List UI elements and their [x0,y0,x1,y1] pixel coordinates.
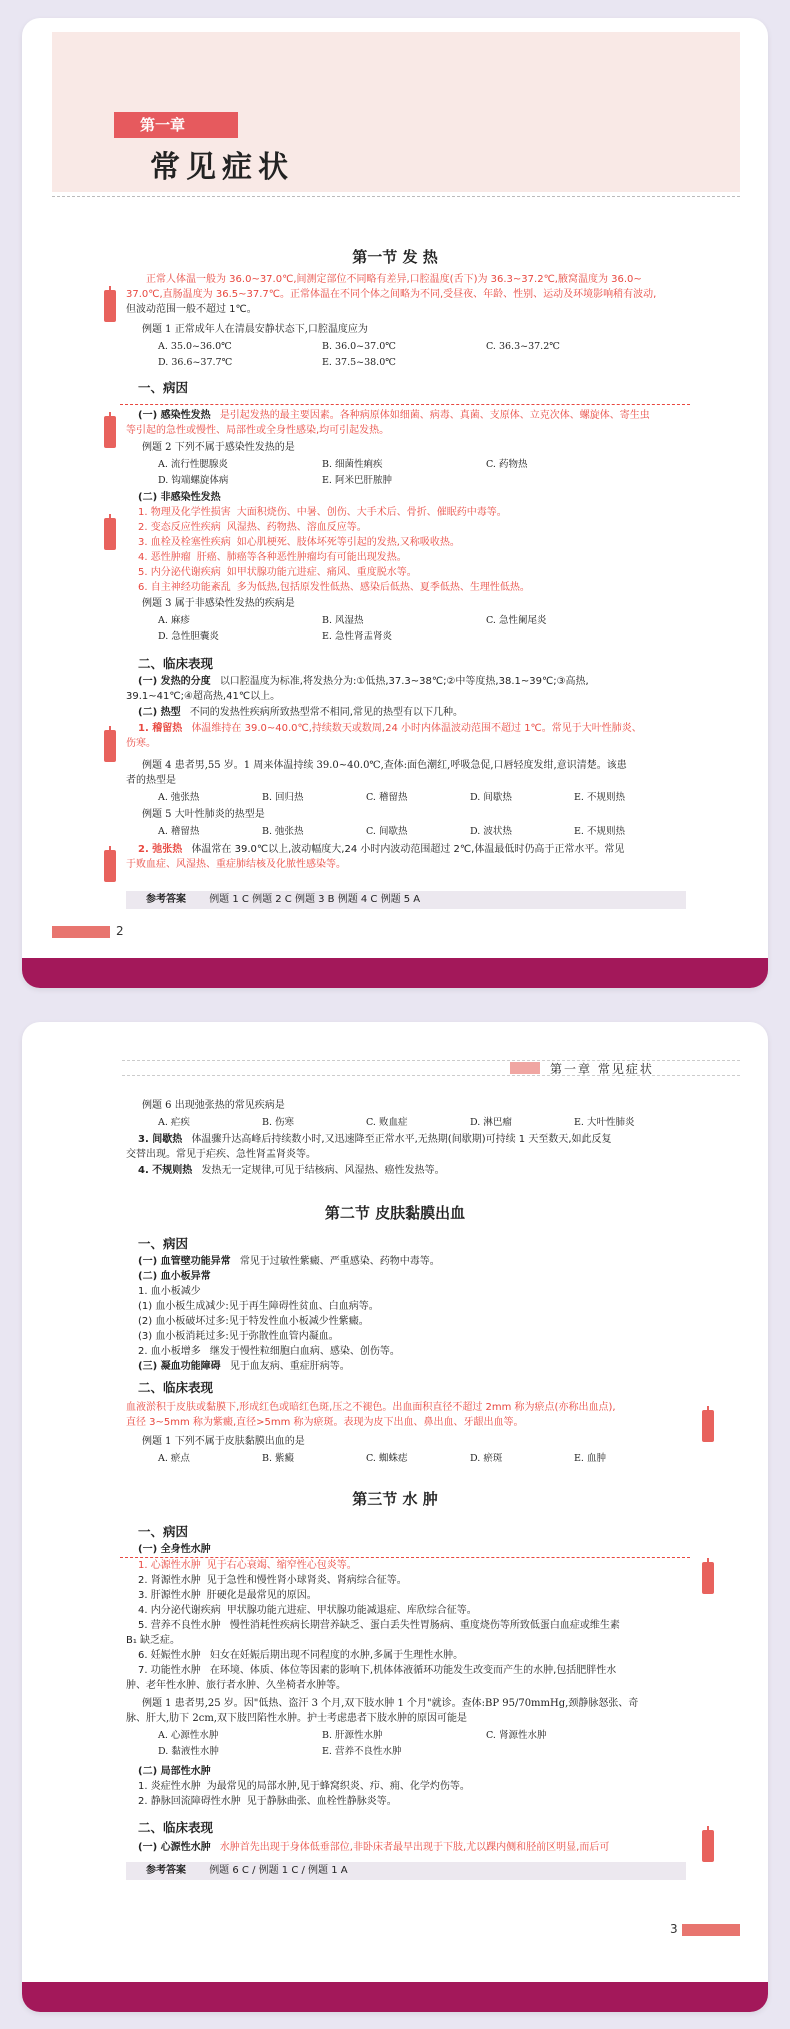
heading: 二、临床表现 [138,656,214,671]
subheading: 2. 血小板增多 [138,1346,201,1357]
option: D. 36.6~37.7℃ [158,357,233,368]
option: B. 肝源性水肿 [322,1730,383,1741]
bookmark-tag-icon [104,416,116,448]
item-label: 内分泌代谢疾病 [150,567,221,578]
subheading: 2. 弛张热 [138,844,183,855]
heading: 一、病因 [138,1524,189,1539]
subheading: (二) 热型 [138,707,181,718]
text-line: 但波动范围一般不超过 1℃。 [126,304,257,315]
bookmark-tag-icon [702,1830,714,1862]
option: A. 稽留热 [158,826,200,837]
option: E. 不规则热 [574,792,625,803]
section-title: 第二节 皮肤黏膜出血 [324,1204,466,1222]
list-item [138,1588,317,1603]
list-item [138,1648,463,1663]
text: 体温常在 39.0℃以上,波动幅度大,24 小时内波动范围超过 2℃,体温最低时仍高于正常水平。常见 [191,844,625,855]
subheading: (一) 心源性水肿 [138,1842,211,1853]
list-item [138,550,407,565]
subheading: 1. 血小板减少 [138,1286,201,1297]
subheading: 4. 不规则热 [138,1165,193,1176]
page-number: 2 [116,924,124,938]
item-text: 多为低热,包括原发性低热、感染后低热、夏季低热、生理性低热。 [236,582,530,593]
item-label: 肝源性水肿 [150,1590,201,1601]
book-page-left [22,18,768,988]
subheading: (二) 非感染性发热 [138,492,221,503]
list-item [138,1618,620,1633]
option: D. 波状热 [470,826,512,837]
subheading: (一) 血管壁功能异常 [138,1256,231,1267]
page-bottom-band [22,958,768,988]
item-text: 肝癌、肺癌等各种恶性肿瘤均有可能出现发热。 [196,552,407,563]
text-line: B₁ 缺乏症。 [126,1635,181,1646]
item-label: 1. [138,1781,151,1792]
item-text: 见于急性和慢性肾小球肾炎、肾病综合征等。 [206,1575,407,1586]
item-label: 6. [138,582,151,593]
option: C. 36.3~37.2℃ [486,341,560,352]
bookmark-tag-icon [702,1410,714,1442]
example-question: 例题 1 下列不属于皮肤黏膜出血的是 [142,1436,305,1447]
option: E. 血肿 [574,1453,606,1464]
text: 是引起发热的最主要因素。各种病原体如细菌、病毒、真菌、支原体、立克次体、螺旋体、寄生虫 [219,410,650,421]
section-title: 第一节 发 热 [352,248,438,266]
example-question: 例题 1 患者男,25 岁。因"低热、盗汗 3 个月,双下肢水肿 1 个月"就诊。查体:BP 95/70mmHg,颈静脉怒张、奇 [142,1698,639,1709]
text-line: 肿、老年性水肿、旅行者水肿、久坐椅者水肿等。 [126,1680,346,1691]
item-label: 2. [138,522,151,533]
item-label: 变态反应性疾病 [150,522,221,533]
example-question: 例题 3 属于非感染性发热的疾病是 [142,598,295,609]
option: B. 风湿热 [322,615,364,626]
option: A. 35.0~36.0℃ [158,341,232,352]
text-line [138,705,463,720]
item-text: 见于右心衰竭、缩窄性心包炎等。 [206,1560,357,1571]
heading: 二、临床表现 [138,1380,214,1395]
subheading: (一) 发热的分度 [138,676,211,687]
heading: 一、病因 [138,380,189,395]
text-line [138,1254,440,1269]
option: B. 36.0~37.0℃ [322,341,396,352]
list-item [138,535,460,550]
item-label: 6. 妊娠性水肿 [138,1650,201,1661]
list-item [138,520,367,535]
item-label: 静脉回流障碍性水肿 [150,1796,241,1807]
text: 不同的发热性疾病所致热型常不相同,常见的热型有以下几种。 [189,707,463,718]
option: D. 淋巴瘤 [470,1117,512,1128]
text: 常见于过敏性紫癜、严重感染、药物中毒等。 [239,1256,440,1267]
subheading: (二) 血小板异常 [138,1271,211,1282]
option: C. 药物热 [486,459,528,470]
option: D. 急性胆囊炎 [158,631,219,642]
text: 以口腔温度为标准,将发热分为:①低热,37.3~38℃;②中等度热,38.1~39℃;③高热, [219,676,589,687]
list-item [138,1663,616,1678]
running-header-title: 第一章 常见症状 [550,1062,654,1076]
text-line: 交替出现。常见于疟疾、急性肾盂肾炎等。 [126,1149,316,1160]
list-item [138,505,507,520]
item-label: 肾源性水肿 [150,1575,201,1586]
subheading: (三) 凝血功能障碍 [138,1361,221,1372]
bookmark-tag-icon [104,730,116,762]
bookmark-tag-icon [104,518,116,550]
divider [52,196,740,197]
example-question: 例题 5 大叶性肺炎的热型是 [142,809,265,820]
text-line [138,1840,609,1855]
item-label: 物理及化学性损害 [150,507,231,518]
example-question: 例题 1 正常成年人在清晨安静状态下,口腔温度应为 [142,324,368,335]
option: A. 弛张热 [158,792,200,803]
list-item [138,1558,357,1573]
text-line [138,1359,350,1374]
option: E. 阿米巴肝脓肿 [322,475,392,486]
item-label: 1. [138,507,151,518]
text-line [138,674,589,689]
text-line [138,408,650,423]
option: C. 间歇热 [366,826,408,837]
text-line: 等引起的急性或慢性、局部性或全身性感染,均可引起发热。 [126,425,390,436]
example-question: 例题 2 下列不属于感染性发热的是 [142,442,295,453]
subheading: 3. 间歇热 [138,1134,183,1145]
item-text: 风湿热、药物热、溶血反应等。 [226,522,367,533]
text-line [138,721,642,736]
item-label: 5. 营养不良性水肿 [138,1620,221,1631]
list-item: (1) 血小板生成减少:见于再生障碍性贫血、白血病等。 [138,1301,379,1312]
list-item [138,565,417,580]
option: D. 瘀斑 [470,1453,503,1464]
option: B. 弛张热 [262,826,304,837]
text-line: 于败血症、风湿热、重症肺结核及化脓性感染等。 [126,859,346,870]
subheading: 1. 稽留热 [138,723,183,734]
option: E. 37.5~38.0℃ [322,357,396,368]
item-text: 甲状腺功能亢进症、甲状腺功能减退症、库欣综合征等。 [226,1605,477,1616]
page-number-bar [682,1924,740,1936]
list-item [138,1779,470,1794]
item-label: 炎症性水肿 [150,1781,201,1792]
option: C. 败血症 [366,1117,408,1128]
item-text: 在环境、体质、体位等因素的影响下,机体体液循环功能发生改变而产生的水肿,包括肥胖性水 [209,1665,617,1676]
item-label: 3. [138,1590,151,1601]
example-question: 例题 4 患者男,55 岁。1 周来体温持续 39.0~40.0℃,查体:面色潮红,呼吸急促,口唇轻度发绀,意识清楚。该患 [142,760,627,771]
running-header-accent [510,1062,540,1074]
text-line [138,842,624,857]
bookmark-tag-icon [104,290,116,322]
option: E. 急性肾盂肾炎 [322,631,392,642]
option: C. 急性阑尾炎 [486,615,547,626]
item-label: 血栓及栓塞性疾病 [150,537,231,548]
option: B. 紫癜 [262,1453,295,1464]
list-item [138,580,530,595]
option: A. 流行性腮腺炎 [158,459,228,470]
answer-label: 参考答案 [146,894,186,905]
list-item: (2) 血小板破坏过多:见于特发性血小板减少性紫癜。 [138,1316,369,1327]
example-question: 脉、肝大,肋下 2cm,双下肢凹陷性水肿。护士考虑患者下肢水肿的原因可能是 [126,1713,467,1724]
item-text: 肝硬化是最常见的原因。 [206,1590,317,1601]
text: 继发于慢性粒细胞白血病、感染、创伤等。 [209,1346,400,1357]
example-question: 例题 6 出现弛张热的常见疾病是 [142,1100,285,1111]
option: C. 蜘蛛痣 [366,1453,408,1464]
text: 体温骤升达高峰后持续数小时,又迅速降至正常水平,无热期(间歇期)可持续 1 天至数天,如此反复 [191,1134,612,1145]
answer-text: 例题 6 C / 例题 1 C / 例题 1 A [209,1865,348,1876]
option: E. 大叶性肺炎 [574,1117,635,1128]
list-item: (3) 血小板消耗过多:见于弥散性血管内凝血。 [138,1331,339,1342]
item-label: 自主神经功能紊乱 [150,582,231,593]
item-label: 1. [138,1560,151,1571]
list-item [138,1603,477,1618]
item-label: 2. [138,1796,151,1807]
option: B. 细菌性痢疾 [322,459,383,470]
page-number: 3 [670,1922,678,1936]
item-text: 为最常见的局部水肿,见于蜂窝织炎、疖、痈、化学灼伤等。 [206,1781,470,1792]
page-number-bar [52,926,110,938]
text-line [138,1344,400,1359]
option: A. 心源性水肿 [158,1730,219,1741]
item-text: 见于静脉曲张、血栓性静脉炎等。 [246,1796,397,1807]
text: 见于血友病、重症肝病等。 [229,1361,350,1372]
option: A. 瘀点 [158,1453,190,1464]
item-label: 3. [138,537,151,548]
answer-bar [126,1862,686,1880]
text-line: 伤寒。 [126,738,156,749]
item-text: 如甲状腺功能亢进症、痛风、重度脱水等。 [226,567,417,578]
item-label: 恶性肿瘤 [150,552,191,563]
text-line: 正常人体温一般为 36.0~37.0℃,间测定部位不同略有差异,口腔温度(舌下)为 36.3~37.2℃,腋窝温度为 36.0~ [146,274,642,285]
item-text: 妇女在妊娠后期出现不同程度的水肿,多属于生理性水肿。 [209,1650,464,1661]
list-item [138,1794,397,1809]
option: C. 稽留热 [366,792,408,803]
item-label: 5. [138,567,151,578]
list-item [138,1573,407,1588]
bookmark-tag-icon [702,1562,714,1594]
item-label: 2. [138,1575,151,1586]
book-page-right [22,1022,768,2012]
option: A. 麻疹 [158,615,190,626]
text-line [138,1163,445,1178]
text: 水肿首先出现于身体低垂部位,非卧床者最早出现于下肢,尤以踝内侧和胫前区明显,而后可 [219,1842,610,1853]
heading: 二、临床表现 [138,1820,214,1835]
text-line [138,1132,612,1147]
item-label: 7. 功能性水肿 [138,1665,201,1676]
chapter-title: 常见症状 [150,150,294,185]
option: E. 营养不良性水肿 [322,1746,402,1757]
option: B. 伤寒 [262,1117,295,1128]
answer-bar [126,891,686,909]
option: D. 黏液性水肿 [158,1746,219,1757]
text: 发热无一定规律,可见于结核病、风湿热、癌性发热等。 [201,1165,445,1176]
example-question: 者的热型是 [126,775,176,786]
option: D. 钩端螺旋体病 [158,475,229,486]
option: A. 疟疾 [158,1117,190,1128]
text: 体温维持在 39.0~40.0℃,持续数天或数周,24 小时内体温波动范围不超过 1℃。常见于大叶性肺炎、 [191,723,642,734]
answer-label: 参考答案 [146,1865,186,1876]
item-label: 4. [138,552,151,563]
option: C. 肾源性水肿 [486,1730,547,1741]
subheading: (一) 感染性发热 [138,410,211,421]
item-text: 如心肌梗死、肢体坏死等引起的发热,又称吸收热。 [236,537,460,548]
subheading: (一) 全身性水肿 [138,1544,211,1555]
bookmark-tag-icon [104,850,116,882]
item-text: 慢性消耗性疾病长期营养缺乏、蛋白丢失性胃肠病、重度烧伤等所致低蛋白血症或维生素 [229,1620,620,1631]
item-text: 大面积烧伤、中暑、创伤、大手术后、骨折、催眠药中毒等。 [236,507,507,518]
subheading: (二) 局部性水肿 [138,1766,211,1777]
option: B. 回归热 [262,792,304,803]
heading: 一、病因 [138,1236,189,1251]
chapter-tab: 第一章 [114,112,238,138]
text-line: 39.1~41℃;④超高热,41℃以上。 [126,691,281,702]
highlight-box [120,404,690,406]
option: D. 间歇热 [470,792,512,803]
text-line: 37.0℃,直肠温度为 36.5~37.7℃。正常体温在不同个体之间略为不同,受昼夜、年龄、性别、运动及环境影响稍有波动, [126,289,657,300]
item-label: 心源性水肿 [150,1560,201,1571]
item-label: 内分泌代谢疾病 [150,1605,221,1616]
section-title: 第三节 水 肿 [352,1490,438,1508]
option: E. 不规则热 [574,826,625,837]
text-line: 血液淤积于皮肤或黏膜下,形成红色或暗红色斑,压之不褪色。出血面积直径不超过 2mm 称为瘀点(亦称出血点), [126,1402,616,1413]
answer-text: 例题 1 C 例题 2 C 例题 3 B 例题 4 C 例题 5 A [209,894,421,905]
text-line: 直径 3~5mm 称为紫癜,直径>5mm 称为瘀斑。表现为皮下出血、鼻出血、牙龈出血等。 [126,1417,524,1428]
item-label: 4. [138,1605,151,1616]
page-bottom-band [22,1982,768,2012]
